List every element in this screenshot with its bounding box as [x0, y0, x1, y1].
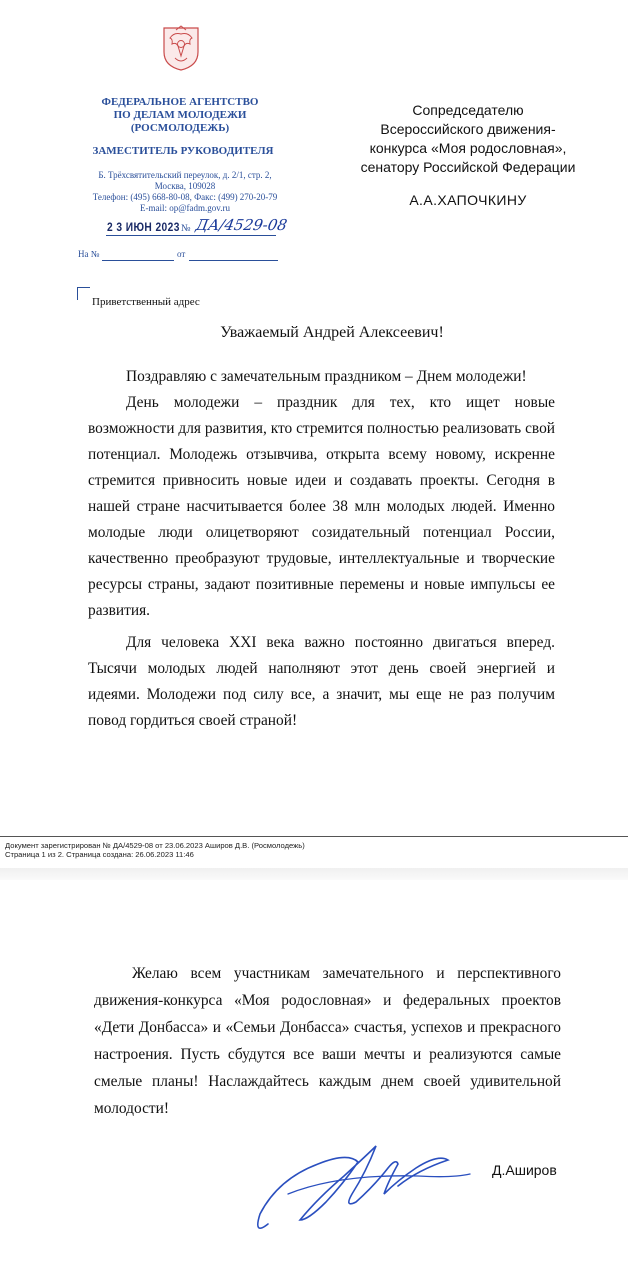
date-stamp: 2 3 ИЮН 2023 — [107, 220, 180, 234]
signer-name: Д.Аширов — [492, 1162, 557, 1178]
agency-name-line: (РОСМОЛОДЕЖЬ) — [130, 122, 230, 134]
recipient-line: Всероссийского движения- — [380, 121, 556, 137]
recipient-line: сенатору Российской Федерации — [360, 159, 576, 175]
address-line: Москва, 109028 — [154, 181, 216, 191]
agency-name-line: ПО ДЕЛАМ МОЛОДЕЖИ — [113, 109, 247, 121]
letter-paragraph: Желаю всем участникам замечательного и перспективного движения-конкурса «Моя родословная» и федеральных проектов «Дети Донбасса» и «Семьи Донбасса» счастья, успехов и прекрасного настроения. Пусть сбудутся все ваши мечты и реализуются самые смелые планы! Наслаждайтесь каждым днем своей удивительной молодости! — [94, 965, 561, 1117]
sender-position: ЗАМЕСТИТЕЛЬ РУКОВОДИТЕЛЯ — [92, 145, 274, 157]
page-info-footer: Страница 1 из 2. Страница создана: 26.06.2023 11:46 — [5, 850, 194, 859]
handwritten-signature — [248, 1124, 478, 1244]
reference-date-label: от — [177, 249, 186, 259]
page-separator — [0, 868, 628, 880]
footer-divider — [0, 836, 628, 837]
registration-footer: Документ зарегистрирован № ДА/4529-08 от 23.06.2023 Аширов Д.В. (Росмолодежь) — [5, 841, 305, 850]
reference-number-label: На № — [78, 249, 100, 259]
reference-number-line — [102, 260, 174, 261]
letter-paragraph: Поздравляю с замечательным праздником – Днем молодежи! — [126, 368, 527, 385]
number-sign: № — [181, 223, 191, 234]
subject-corner-mark — [77, 287, 90, 300]
recipient-line: Сопредседателю — [412, 102, 524, 118]
address-line: E-mail: op@fadm.gov.ru — [140, 203, 230, 213]
address-line: Б. Трёхсвятительский переулок, д. 2/1, стр. 2, — [98, 170, 272, 180]
letter-greeting: Уважаемый Андрей Алексеевич! — [220, 324, 444, 341]
letter-paragraph: День молодежи – праздник для тех, кто ищет новые возможности для развития, кто стремится полностью реализовать свой потенциал. Молодежь отзывчива, открыта всему новому, искренне стремится привносить новые идеи и создавать проекты. Сегодня в нашей стране насчитывается более 38 млн молодых людей. Именно молодые люди олицетворяют созидательный потенциал России, качественно преобразуют трудовые, интеллектуальные и творческие ресурсы страны, задают позитивные перемены и новые импульсы ее развития. — [88, 394, 555, 619]
letter-paragraph: Для человека XXI века важно постоянно двигаться вперед. Тысячи молодых людей наполняют этот день своей энергией и идеями. Молодежи под силу все, а значит, мы еще не раз получим повод гордиться своей страной! — [88, 634, 555, 729]
letter-page-2 — [0, 880, 628, 1280]
coat-of-arms-emblem — [160, 22, 202, 72]
agency-name-line: ФЕДЕРАЛЬНОЕ АГЕНТСТВО — [101, 96, 259, 108]
reference-date-line — [189, 260, 278, 261]
date-underline — [106, 235, 276, 236]
recipient-line: конкурса «Моя родословная», — [369, 140, 567, 156]
address-line: Телефон: (495) 668-80-08, Факс: (499) 270-20-79 — [92, 192, 278, 202]
letter-subject: Приветственный адрес — [92, 296, 200, 308]
recipient-name: А.А.ХАПОЧКИНУ — [409, 192, 527, 208]
registration-number: ДА/4529-08 — [194, 216, 289, 234]
